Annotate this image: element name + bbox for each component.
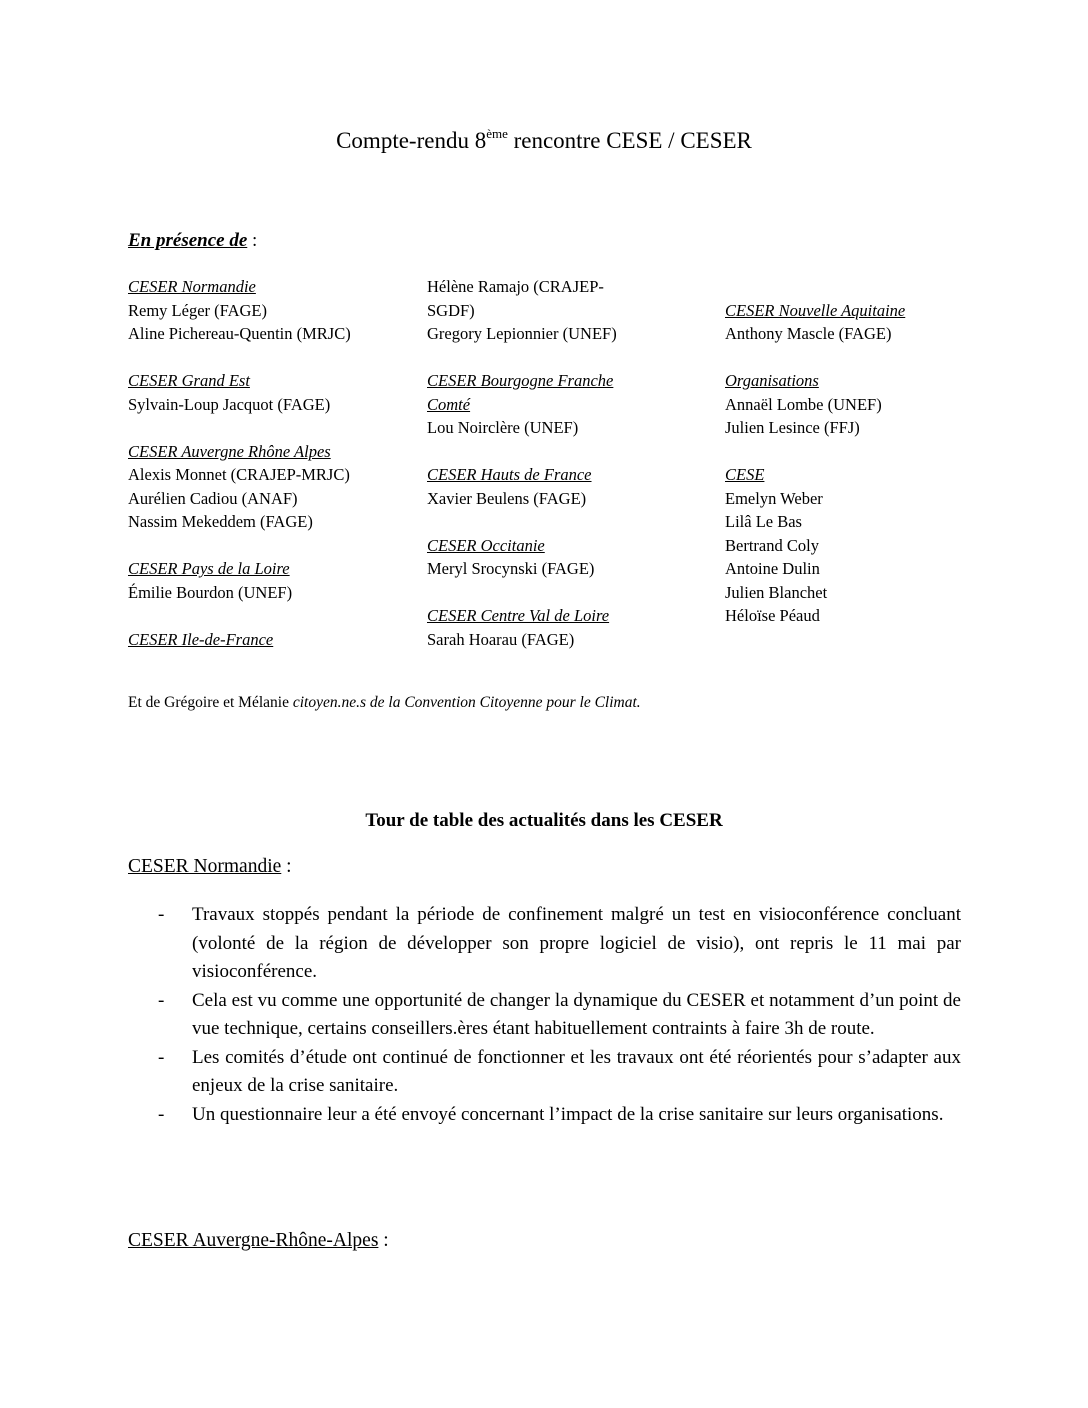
list-item [128,1101,961,1130]
group-heading: CESER Hauts de France [427,465,592,484]
section-title: Tour de table des actualités dans les CESER [365,810,723,831]
citizens-note-plain: Et de Grégoire et Mélanie [128,694,293,711]
attendee-name: Lilâ Le Bas [725,512,802,531]
attendee-name: Anthony Mascle (FAGE) [725,324,892,343]
attendee-name: Sylvain-Loup Jacquot (FAGE) [128,394,331,414]
attendees-column-1 [128,275,418,651]
bullet-text: Travaux stoppés pendant la période de confinement malgré un test en visioconférence concluant (volonté de la région de développer son propre logiciel de visio), ont repris le 11 mai par visioconférence. [192,904,961,982]
region-name: CESER Auvergne-Rhône-Alpes [128,1230,379,1251]
region-name: CESER Normandie [128,856,282,877]
title-suffix: rencontre CESE / CESER [507,128,752,153]
attendees-column-2 [427,275,647,651]
attendee-name: Aline Pichereau-Quentin (MRJC) [128,324,351,343]
attendee-group [427,463,647,510]
attendee-name: Meryl Srocynski (FAGE) [427,559,595,578]
group-heading: CESER Auvergne Rhône Alpes [128,441,331,461]
group-heading: Comté [427,394,471,414]
attendee-group [128,275,418,346]
presence-colon: : [247,230,258,251]
title-prefix: Compte-rendu 8 [336,128,487,153]
attendee-group [725,369,985,440]
attendee-name: Nassim Mekeddem (FAGE) [128,512,313,531]
attendee-group [128,440,418,534]
attendee-name: Annaël Lombe (UNEF) [725,394,882,414]
group-heading: CESER Bourgogne Franche [427,371,614,390]
presence-heading [128,230,257,252]
list-item [128,901,961,987]
bullet-text: Cela est vu comme une opportunité de changer la dynamique du CESER et notamment d’un point de vue technique, certains conseillers.ères étant habituellement contraints à faire 3h de route. [192,989,961,1039]
group-heading: Organisations [725,371,819,390]
region-heading-normandie [128,856,292,878]
attendee-name: SGDF) [427,300,475,320]
bullet-dash: - [158,1046,165,1068]
attendee-name: Gregory Lepionnier (UNEF) [427,324,617,343]
attendee-name: Julien Lesince (FFJ) [725,418,860,437]
attendee-group [128,369,418,416]
attendee-group [725,463,985,628]
region-heading-auvergne-rhone-alpes [128,1230,389,1252]
attendee-group [128,557,418,604]
attendee-name: Antoine Dulin [725,559,820,578]
attendee-name: Julien Blanchet [725,582,828,602]
presence-label: En présence de [128,230,248,251]
group-heading: CESER Centre Val de Loire [427,606,610,625]
citizens-note [128,694,641,712]
attendee-name: Hélène Ramajo (CRAJEP- [427,277,604,296]
attendee-group [427,369,647,440]
group-heading: CESER Ile-de-France [128,629,274,649]
attendees-column-3 [725,275,985,628]
list-item [128,987,961,1044]
group-heading: CESER Normandie [128,277,256,296]
group-heading: CESE [725,465,765,484]
bullet-text: Un questionnaire leur a été envoyé concernant l’impact de la crise sanitaire sur leurs organisations. [192,1103,944,1125]
attendee-name: Remy Léger (FAGE) [128,300,267,320]
list-item [128,1044,961,1101]
citizens-note-italic: citoyen.ne.s de la Convention Citoyenne pour le Climat. [292,694,641,711]
normandie-bullet-list [128,901,961,1129]
region-colon: : [281,856,292,877]
attendee-name: Héloïse Péaud [725,606,820,625]
attendee-name: Xavier Beulens (FAGE) [427,488,587,508]
attendee-name: Emelyn Weber [725,488,823,508]
region-colon: : [378,1230,389,1251]
attendee-name: Lou Noirclère (UNEF) [427,418,579,437]
attendee-group [427,604,647,651]
title-superscript: ème [486,126,508,141]
attendee-group [725,299,985,346]
attendee-name: Sarah Hoarau (FAGE) [427,629,575,649]
attendee-group [128,628,418,652]
group-heading: CESER Occitanie [427,535,545,555]
bullet-dash: - [158,989,165,1011]
group-heading: CESER Pays de la Loire [128,559,290,578]
attendee-group [427,275,647,346]
attendee-name: Bertrand Coly [725,535,819,555]
group-heading: CESER Grand Est [128,371,250,390]
bullet-text: Les comités d’étude ont continué de fonctionner et les travaux ont été réorientés pour s’adapter aux enjeux de la crise sanitaire. [192,1046,961,1096]
attendee-group [427,534,647,581]
group-heading: CESER Nouvelle Aquitaine [725,300,906,320]
document-title [0,128,1088,154]
bullet-dash: - [158,1103,165,1125]
attendee-name: Alexis Monnet (CRAJEP-MRJC) [128,465,350,484]
bullet-dash: - [158,904,165,925]
attendee-name: Aurélien Cadiou (ANAF) [128,488,298,508]
attendee-name: Émilie Bourdon (UNEF) [128,582,293,602]
